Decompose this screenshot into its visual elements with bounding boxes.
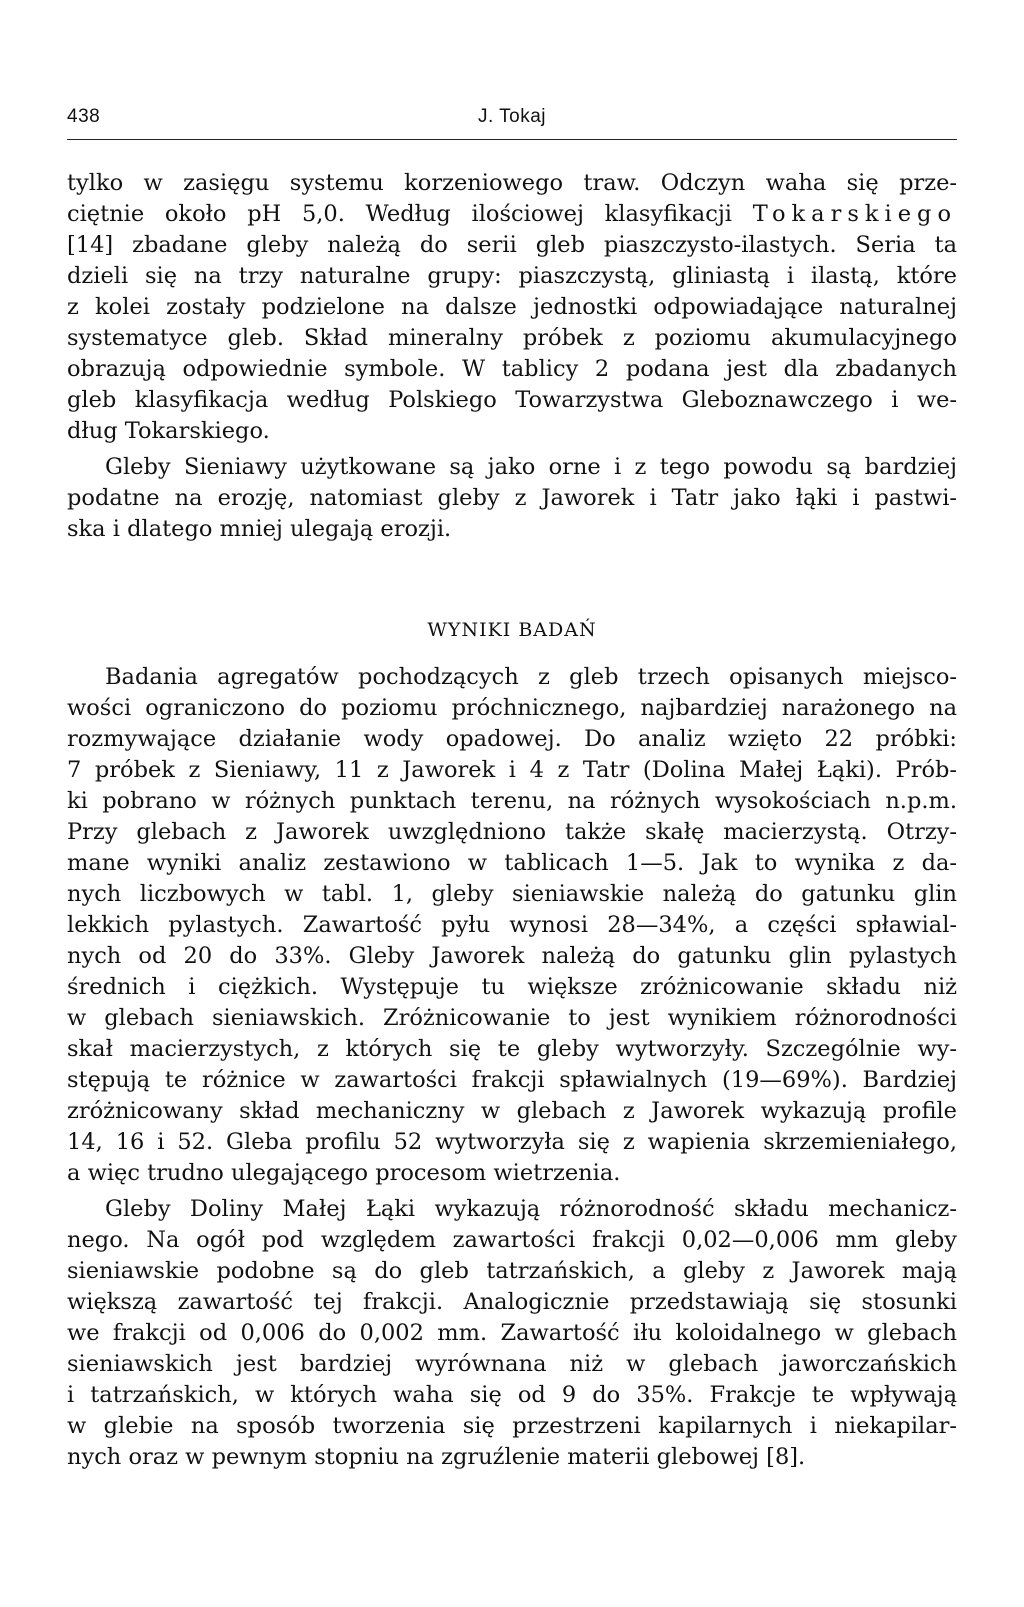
text-line: podatne na erozję, natomiast gleby z Jaworek i Tatr jako łąki i pastwi- <box>67 485 957 511</box>
text-line: nych liczbowych w tabl. 1, gleby sieniawskie należą do gatunku glin <box>67 881 957 907</box>
text-line: ki pobrano w różnych punktach terenu, na różnych wysokościach n.p.m. <box>67 788 957 814</box>
text-line: z kolei zostały podzielone na dalsze jednostki odpowiadające naturalnej <box>67 294 957 320</box>
text-line: w glebie na sposób tworzenia się przestrzeni kapilarnych i niekapilar- <box>67 1413 957 1439</box>
text-line: dzieli się na trzy naturalne grupy: piaszczystą, gliniastą i ilastą, które <box>67 263 957 289</box>
text-line: sieniawskich jest bardziej wyrównana niż w glebach jaworczańskich <box>67 1351 957 1377</box>
running-author: J. Tokaj <box>477 106 547 127</box>
text-line: większą zawartość tej frakcji. Analogicznie przedstawiają się stosunki <box>67 1289 957 1315</box>
text-line: rozmywające działanie wody opadowej. Do analiz wzięto 22 próbki: <box>67 726 957 752</box>
text-line: Gleby Sieniawy użytkowane są jako orne i z tego powodu są bardziej <box>105 454 957 480</box>
text-line: skał macierzystych, z których się te gleby wytworzyły. Szczególnie wy- <box>67 1036 957 1062</box>
text-line <box>67 199 957 229</box>
text-line: sieniawskie podobne są do gleb tatrzańskich, a gleby z Jaworek mają <box>67 1258 957 1284</box>
text-line: Przy glebach z Jaworek uwzględniono także skałę macierzystą. Otrzy- <box>67 819 957 845</box>
text-line: mane wyniki analiz zestawiono w tablicach 1—5. Jak to wynika z da- <box>67 850 957 876</box>
text-line: zróżnicowany skład mechaniczny w glebach z Jaworek wykazują profile <box>67 1098 957 1124</box>
text-span: ciętnie około pH 5,0. Według ilościowej klasyfikacji <box>67 201 753 227</box>
text-line: obrazują odpowiednie symbole. W tablicy 2 podana jest dla zbadanych <box>67 356 957 382</box>
text-line: wości ograniczono do poziomu próchnicznego, najbardziej narażonego na <box>67 695 957 721</box>
text-line: w glebach sieniawskich. Zróżnicowanie to jest wynikiem różnorodności <box>67 1005 957 1031</box>
header-rule <box>67 139 957 140</box>
text-line: nych oraz w pewnym stopniu na zgruźlenie materii glebowej [8]. <box>67 1444 806 1470</box>
text-line: nego. Na ogół pod względem zawartości frakcji 0,02—0,006 mm gleby <box>67 1227 957 1253</box>
text-line: gleb klasyfikacja według Polskiego Towarzystwa Gleboznawczego i we- <box>67 387 957 413</box>
spaced-author-name: Tokarskiego <box>752 201 957 227</box>
text-line: ska i dlatego mniej ulegają erozji. <box>67 516 452 542</box>
text-line: [14] zbadane gleby należą do serii gleb piaszczysto-ilastych. Seria ta <box>67 232 957 258</box>
text-line: we frakcji od 0,006 do 0,002 mm. Zawartość iłu koloidalnego w glebach <box>67 1320 957 1346</box>
text-line: i tatrzańskich, w których waha się od 9 do 35%. Frakcje te wpływają <box>67 1382 957 1408</box>
text-line: 7 próbek z Sieniawy, 11 z Jaworek i 4 z Tatr (Dolina Małej Łąki). Prób- <box>67 757 957 783</box>
text-line: tylko w zasięgu systemu korzeniowego traw. Odczyn waha się prze- <box>67 170 957 196</box>
text-line: stępują te różnice w zawartości frakcji spławialnych (19—69%). Bardziej <box>67 1067 957 1093</box>
section-heading: WYNIKI BADAŃ <box>427 619 597 641</box>
text-line: 14, 16 i 52. Gleba profilu 52 wytworzyła się z wapienia skrzemieniałego, <box>67 1129 957 1155</box>
text-line: średnich i ciężkich. Występuje tu większe zróżnicowanie składu niż <box>67 974 957 1000</box>
text-line: Gleby Doliny Małej Łąki wykazują różnorodność składu mechanicz- <box>105 1196 957 1222</box>
text-line: lekkich pylastych. Zawartość pyłu wynosi 28—34%, a części spławial- <box>67 912 957 938</box>
text-line: systematyce gleb. Skład mineralny próbek z poziomu akumulacyjnego <box>67 325 957 351</box>
running-head <box>67 106 957 130</box>
text-line: a więc trudno ulegającego procesom wietrzenia. <box>67 1160 621 1186</box>
text-line: nych od 20 do 33%. Gleby Jaworek należą do gatunku glin pylastych <box>67 943 957 969</box>
text-line: dług Tokarskiego. <box>67 418 270 444</box>
page-number: 438 <box>67 106 101 127</box>
text-line: Badania agregatów pochodzących z gleb trzech opisanych miejsco- <box>105 664 957 690</box>
